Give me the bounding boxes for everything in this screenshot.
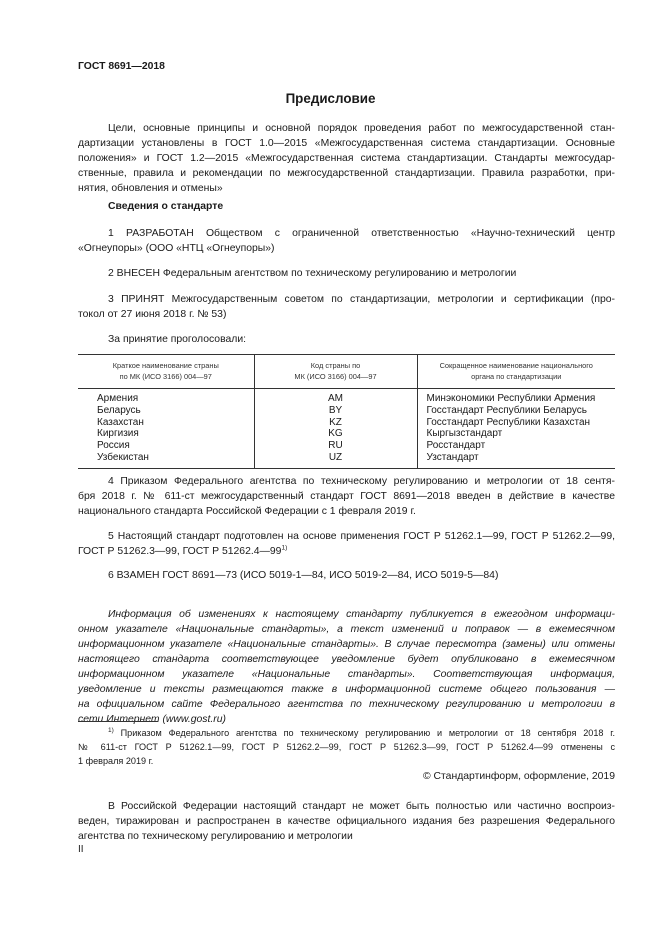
vote-label <box>78 332 615 347</box>
footnote-divider <box>78 721 158 722</box>
text-line: ственные, правила и рекомендации по межгосударственной стандартизации. Правила разработки, при- <box>78 168 615 179</box>
country-code: UZ <box>328 451 343 463</box>
text-line: 3 ПРИНЯТ Межгосударственным советом по стандартизации, метрологии и сертификации (про- <box>108 294 615 305</box>
text-line: ГОСТ Р 51262.3—99, ГОСТ Р 51262.4—99$^{1)}$ <box>78 544 288 557</box>
item-5 <box>78 529 615 559</box>
text-line: веден, тиражирован и распространен в качестве официального издания без разрешения Федерального <box>78 816 615 827</box>
section-heading: Сведения о стандарте <box>108 201 224 212</box>
text-line: Цели, основные принципы и основной порядок проведения работ по межгосударственной стан- <box>108 123 615 134</box>
footnote <box>78 726 615 768</box>
text-line: нятия, обновления и отмены» <box>78 183 223 194</box>
voting-table <box>78 354 615 469</box>
country-code: AM <box>328 393 343 404</box>
standards-body: Госстандарт Республики Казахстан <box>426 416 591 428</box>
intro-paragraph <box>78 121 615 196</box>
standards-body: Минэкономики Республики Армения <box>426 393 596 404</box>
standards-body: Госстандарт Республики Беларусь <box>426 404 587 416</box>
code-column <box>254 389 417 469</box>
country-code: BY <box>328 404 343 416</box>
country-name: Казахстан <box>97 416 144 428</box>
text-line: 2 ВНЕСЕН Федеральным агентством по техническому регулированию и метрологии <box>108 268 517 279</box>
text-line: 4 Приказом Федерального агентства по техническому регулированию и метрологии от 18 сентя- <box>108 476 615 487</box>
text-line: В Российской Федерации настоящий стандарт не может быть полностью или частично воспроиз- <box>108 801 615 812</box>
text-line: информационном указателе «Национальные стандарты». Соответствующая информация, <box>78 669 615 680</box>
column-header-country: Краткое наименование страны по МК (ИСО 3166) 004—97 <box>78 355 254 389</box>
rights-paragraph <box>78 799 615 844</box>
item-2 <box>78 266 615 281</box>
footnote-marker: 1) <box>281 544 288 552</box>
table-body-row <box>78 389 615 469</box>
text-line: дартизации установлены в ГОСТ 1.0—2015 «Межгосударственная система стандартизации. Основные <box>78 138 615 149</box>
standards-body: Кыргызстандарт <box>426 428 503 440</box>
text-line: За принятие проголосовали: <box>108 334 247 345</box>
document-id: ГОСТ 8691—2018 <box>78 61 165 72</box>
column-header-code: Код страны по МК (ИСО 3166) 004—97 <box>254 355 417 389</box>
text-line: 5 Настоящий стандарт подготовлен на основе применения ГОСТ Р 51262.1—99, ГОСТ Р 51262.2—99, <box>108 531 615 542</box>
item-3 <box>78 292 615 322</box>
country-code: KZ <box>329 416 342 428</box>
country-name: Армения <box>97 393 139 404</box>
text-line: «Огнеупоры» (ООО «НТЦ «Огнеупоры») <box>78 243 275 254</box>
info-paragraph <box>78 607 615 727</box>
country-code: KG <box>328 428 343 440</box>
text-line: положения» и ГОСТ 1.2—2015 «Межгосударственная система стандартизации. Стандарты межгосудар- <box>78 153 615 164</box>
text-line: $^{1)}$ Приказом Федерального агентства по техническому регулированию и метрологии от 18 сентября 2018 г. <box>108 726 615 738</box>
text-line: № 611-ст ГОСТ Р 51262.1—99, ГОСТ Р 51262.2—99, ГОСТ Р 51262.3—99, ГОСТ Р 51262.4—99 отменены с <box>78 742 615 752</box>
country-name: Киргизия <box>97 428 139 440</box>
text-line: информационном указателе «Национальные стандарты». В случае пересмотра (замены) или отмены <box>78 639 615 650</box>
text-line: настоящего стандарта соответствующее уведомление будет опубликовано в ежемесячном <box>78 654 615 665</box>
country-name: Россия <box>97 440 130 452</box>
text-line: сети Интернет (www.gost.ru) <box>78 714 226 725</box>
page-number: II <box>78 844 84 855</box>
table-header-row <box>78 355 615 389</box>
text-line: бря 2018 г. № 611-ст межгосударственный стандарт ГОСТ 8691—2018 введен в действие в качестве <box>78 491 615 502</box>
item-4 <box>78 474 615 519</box>
text-line: национального стандарта Российской Федерации с 1 февраля 2019 г. <box>78 506 416 517</box>
text-line: онном указателе «Национальные стандарты», а текст изменений и поправок — в ежемесячном <box>78 624 615 635</box>
page-title: Предисловие <box>285 91 376 106</box>
standards-body: Узстандарт <box>426 451 479 463</box>
text-line: на официальном сайте Федерального агентства по техническому регулированию и метрологии в <box>78 699 615 710</box>
text-line: токол от 27 июня 2018 г. № 53) <box>78 309 227 320</box>
standards-body: Росстандарт <box>426 440 486 452</box>
item-1 <box>78 226 615 256</box>
text-line: Информация об изменениях к настоящему стандарту публикуется в ежегодном информаци- <box>108 609 615 620</box>
text-line: 1 РАЗРАБОТАН Обществом с ограниченной ответственностью «Научно-технический центр <box>108 228 615 239</box>
country-name: Узбекистан <box>97 451 149 463</box>
text-line: агентства по техническому регулированию и метрологии <box>78 831 353 842</box>
column-header-body: Сокращенное наименование национального органа по стандартизации <box>417 355 615 389</box>
country-code: RU <box>328 440 343 452</box>
footnote-marker: 1) <box>108 726 114 734</box>
text-line: 1 февраля 2019 г. <box>78 756 154 766</box>
copyright: © Стандартинформ, оформление, 2019 <box>422 771 615 782</box>
country-column <box>78 389 254 469</box>
country-name: Беларусь <box>97 404 141 416</box>
item-6 <box>78 568 615 583</box>
text-line: уведомление и тексты размещаются также в информационной системе общего пользования — <box>78 684 615 695</box>
text-line: 6 ВЗАМЕН ГОСТ 8691—73 (ИСО 5019-1—84, ИСО 5019-2—84, ИСО 5019-5—84) <box>108 570 499 581</box>
body-column <box>417 389 615 469</box>
